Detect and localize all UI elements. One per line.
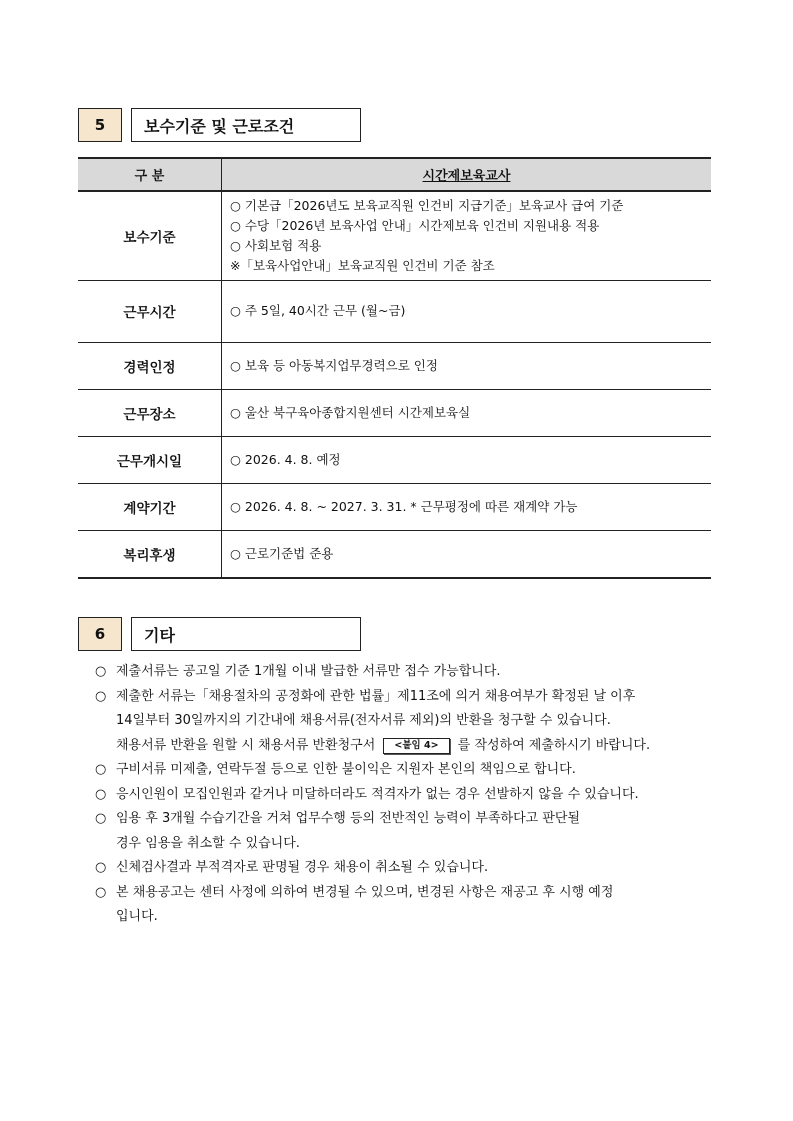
list-item-continuation: 14일부터 30일까지의 기간내에 채용서류(전자서류 제외)의 반환을 청구할 수 있습니다.	[116, 713, 611, 728]
note-text: 제출서류는 공고일 기준 1개월 이내 발급한 서류만 접수 가능합니다.	[116, 664, 501, 679]
table-row	[78, 280, 711, 342]
note-text: 임용 후 3개월 수습기간을 거쳐 업무수행 등의 전반적인 능력이 부족하다고 판단될	[116, 811, 581, 826]
row-value	[222, 191, 712, 280]
row-value	[222, 389, 712, 436]
list-item	[92, 807, 722, 832]
row-value	[222, 436, 712, 483]
list-item	[92, 685, 722, 710]
row-label: 계약기간	[78, 483, 222, 530]
circle-bullet-icon: ○	[95, 860, 107, 875]
table-row	[78, 436, 711, 483]
list-item-continuation	[92, 734, 722, 759]
row-value	[222, 342, 712, 389]
section-title: 보수기준 및 근로조건	[131, 108, 361, 142]
table-row	[78, 191, 711, 280]
row-label: 근무개시일	[78, 436, 222, 483]
row-line: ○ 기본급「2026년도 보육교직원 인건비 지급기준」보육교사 급여 기준	[230, 197, 624, 213]
list-item	[92, 881, 722, 906]
note-text: 제출한 서류는「채용절차의 공정화에 관한 법률」제11조에 의거 채용여부가 확정된 날 이후	[116, 688, 636, 704]
header-position-label: 시간제보육교사	[422, 169, 511, 184]
row-line: ※「보육사업안내」보육교직원 인건비 기준 참조	[230, 257, 495, 273]
table-row	[78, 342, 711, 389]
header-category: 구 분	[78, 158, 222, 191]
misc-notes	[92, 660, 722, 930]
table-row	[78, 530, 711, 578]
list-item-continuation: 입니다.	[116, 909, 158, 924]
list-item	[92, 783, 722, 808]
row-label: 보수기준	[78, 191, 222, 280]
row-line: ○ 주 5일, 40시간 근무 (월~금)	[230, 303, 406, 318]
circle-bullet-icon: ○	[95, 884, 107, 900]
attachment-badge: <붙임 4>	[383, 738, 449, 754]
list-item	[92, 758, 722, 783]
row-line: ○ 2026. 4. 8. ~ 2027. 3. 31. * 근무평정에 따른 재계약 가능	[230, 498, 578, 514]
list-item-continuation: 경우 임용을 취소할 수 있습니다.	[116, 835, 300, 851]
row-label: 경력인정	[78, 342, 222, 389]
list-item	[92, 856, 722, 881]
circle-bullet-icon: ○	[95, 664, 107, 679]
row-value	[222, 483, 712, 530]
circle-bullet-icon: ○	[95, 762, 107, 777]
row-line: ○ 근로기준법 준용	[230, 545, 334, 561]
note-text: 응시인원이 모집인원과 같거나 미달하더라도 적격자가 없는 경우 선발하지 않을 수 있습니다.	[116, 786, 639, 802]
row-line: ○ 수당「2026년 보육사업 안내」시간제보육 인건비 지원내용 적용	[230, 217, 600, 233]
row-line: ○ 보육 등 아동복지업무경력으로 인정	[230, 357, 438, 373]
table-row	[78, 389, 711, 436]
section-number: 5	[78, 108, 122, 142]
list-item	[92, 660, 722, 685]
table-header-row	[78, 158, 711, 191]
row-label: 근무시간	[78, 280, 222, 342]
note-text: 구비서류 미제출, 연락두절 등으로 인한 불이익은 지원자 본인의 책임으로 합니다.	[116, 762, 576, 777]
header-position	[222, 158, 712, 191]
note-text: 본 채용공고는 센터 사정에 의하여 변경될 수 있으며, 변경된 사항은 재공고 후 시행 예정	[116, 884, 614, 900]
row-line: ○ 울산 북구육아종합지원센터 시간제보육실	[230, 404, 471, 420]
row-value	[222, 530, 712, 578]
working-conditions-table	[78, 157, 711, 579]
row-label: 복리후생	[78, 530, 222, 578]
note-text: 채용서류 반환을 원할 시 채용서류 반환청구서	[116, 737, 376, 753]
row-line: ○ 사회보험 적용	[230, 237, 322, 253]
circle-bullet-icon: ○	[95, 786, 107, 802]
row-line: ○ 2026. 4. 8. 예정	[230, 451, 341, 467]
section-title: 기타	[131, 617, 361, 651]
note-text: 신체검사결과 부적격자로 판명될 경우 채용이 취소될 수 있습니다.	[116, 860, 489, 875]
note-text: 를 작성하여 제출하시기 바랍니다.	[457, 737, 651, 753]
section-number: 6	[78, 617, 122, 651]
circle-bullet-icon: ○	[95, 688, 107, 704]
row-value	[222, 280, 712, 342]
row-label: 근무장소	[78, 389, 222, 436]
table-row	[78, 483, 711, 530]
circle-bullet-icon: ○	[95, 811, 107, 826]
